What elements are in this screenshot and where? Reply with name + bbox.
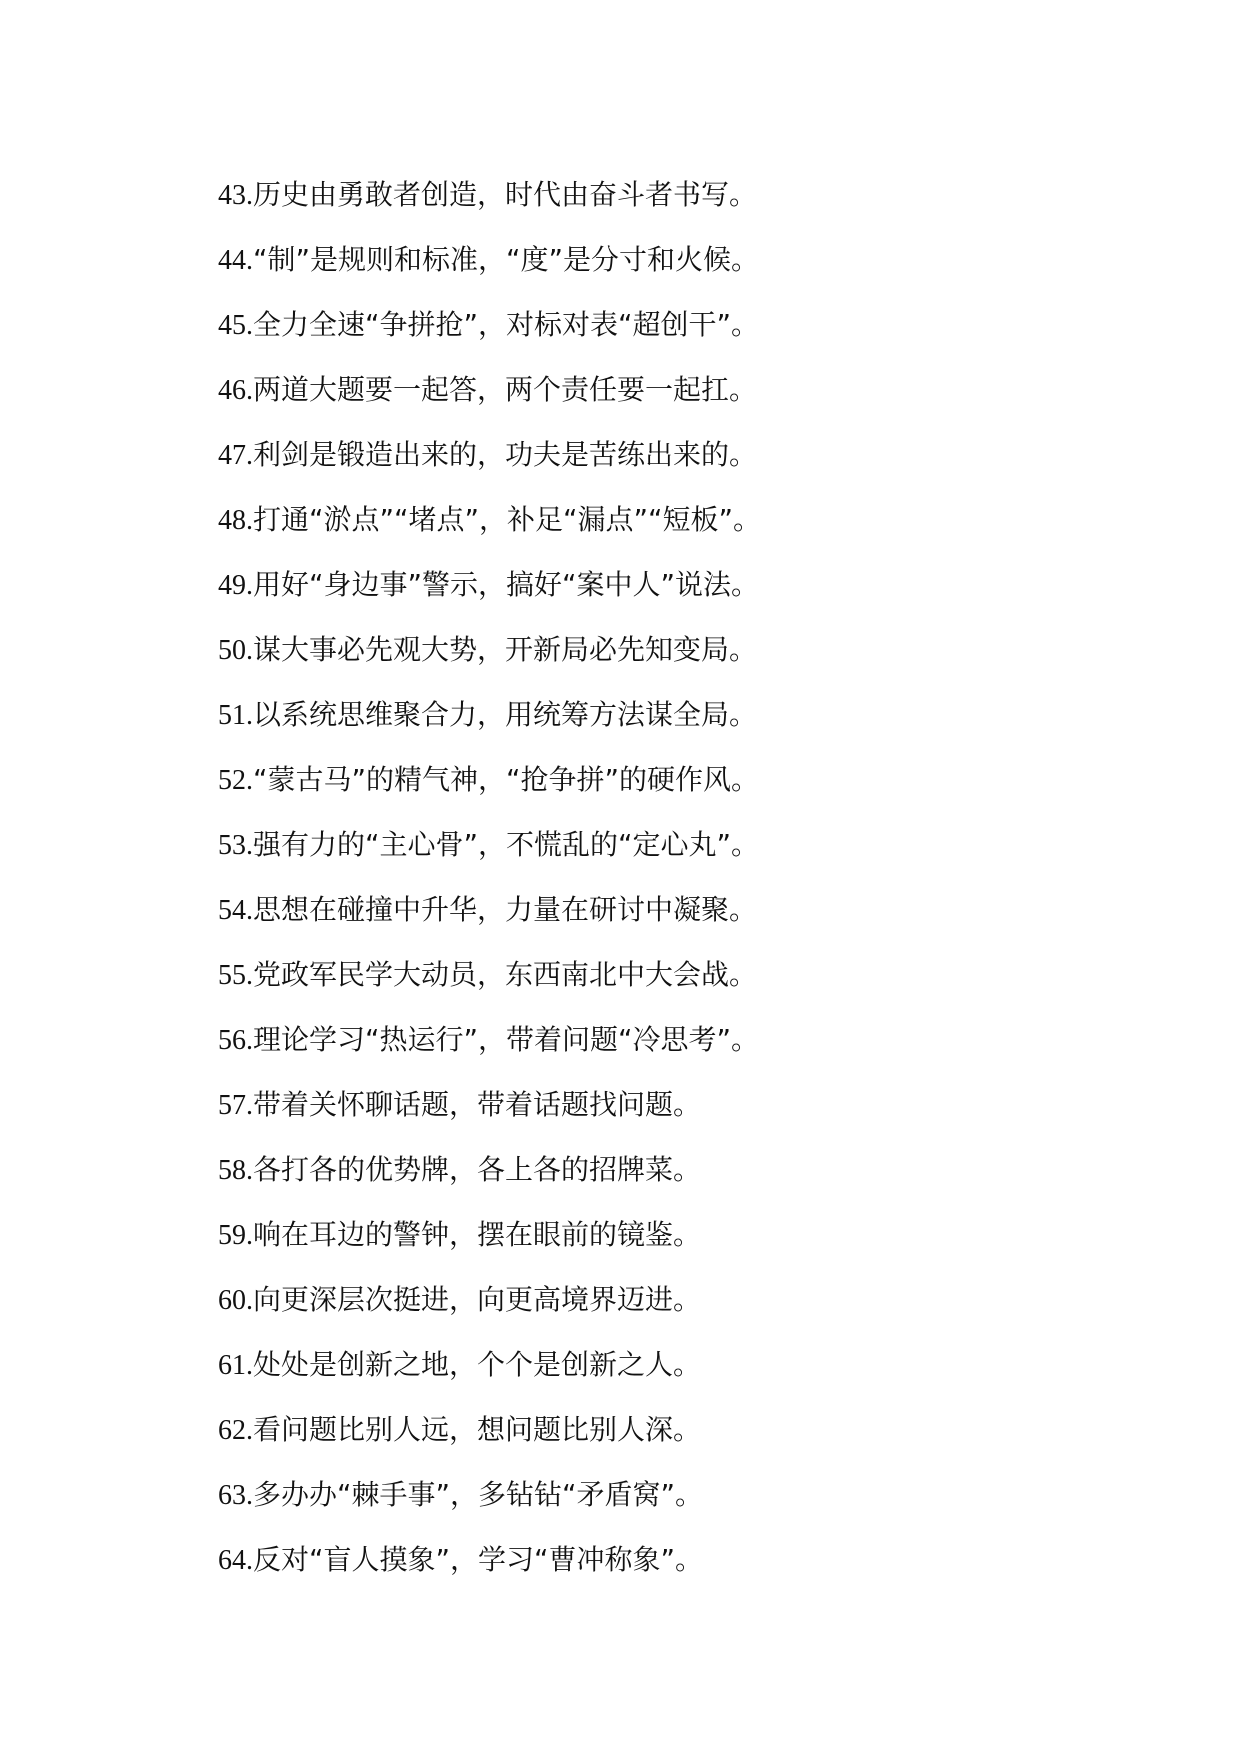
list-item xyxy=(218,1407,1178,1472)
item-number: 48. xyxy=(218,505,253,536)
item-number: 63. xyxy=(218,1480,253,1511)
list-item xyxy=(218,302,1178,367)
list-item xyxy=(218,1082,1178,1147)
item-number: 59. xyxy=(218,1220,253,1251)
list-item xyxy=(218,497,1178,562)
item-text: 打通“淤点”“堵点”，补足“漏点”“短板”。 xyxy=(253,503,762,536)
list-item xyxy=(218,822,1178,887)
item-number: 57. xyxy=(218,1090,253,1121)
item-number: 45. xyxy=(218,310,253,341)
list-item xyxy=(218,432,1178,497)
item-text: 谋大事必先观大势，开新局必先知变局。 xyxy=(253,633,758,666)
item-text: 反对“盲人摸象”，学习“曹冲称象”。 xyxy=(253,1543,704,1576)
item-number: 51. xyxy=(218,700,253,731)
item-number: 56. xyxy=(218,1025,253,1056)
item-text: 利剑是锻造出来的，功夫是苦练出来的。 xyxy=(253,438,758,471)
list-item xyxy=(218,562,1178,627)
item-text: “制”是规则和标准，“度”是分寸和火候。 xyxy=(253,243,760,276)
item-number: 49. xyxy=(218,570,253,601)
slogan-list xyxy=(218,172,1178,1602)
item-text: “蒙古马”的精气神，“抢争拼”的硬作风。 xyxy=(253,763,760,796)
list-item xyxy=(218,367,1178,432)
item-text: 全力全速“争拼抢”，对标对表“超创干”。 xyxy=(253,308,760,341)
item-text: 以系统思维聚合力，用统筹方法谋全局。 xyxy=(253,698,758,731)
item-number: 46. xyxy=(218,375,253,406)
item-number: 43. xyxy=(218,180,253,211)
list-item xyxy=(218,1017,1178,1082)
item-number: 53. xyxy=(218,830,253,861)
list-item xyxy=(218,1147,1178,1212)
item-text: 带着关怀聊话题，带着话题找问题。 xyxy=(253,1088,702,1121)
item-text: 处处是创新之地，个个是创新之人。 xyxy=(253,1348,702,1381)
item-number: 60. xyxy=(218,1285,253,1316)
item-number: 61. xyxy=(218,1350,253,1381)
item-text: 思想在碰撞中升华，力量在研讨中凝聚。 xyxy=(253,893,758,926)
item-number: 62. xyxy=(218,1415,253,1446)
item-text: 理论学习“热运行”，带着问题“冷思考”。 xyxy=(253,1023,760,1056)
item-text: 党政军民学大动员，东西南北中大会战。 xyxy=(253,958,758,991)
item-text: 看问题比别人远，想问题比别人深。 xyxy=(253,1413,702,1446)
list-item xyxy=(218,237,1178,302)
item-text: 多办办“棘手事”，多钻钻“矛盾窝”。 xyxy=(253,1478,704,1511)
item-text: 向更深层次挺进，向更高境界迈进。 xyxy=(253,1283,702,1316)
item-text: 两道大题要一起答，两个责任要一起扛。 xyxy=(253,373,758,406)
item-number: 55. xyxy=(218,960,253,991)
item-number: 47. xyxy=(218,440,253,471)
list-item xyxy=(218,1277,1178,1342)
item-text: 用好“身边事”警示，搞好“案中人”说法。 xyxy=(253,568,760,601)
item-text: 强有力的“主心骨”，不慌乱的“定心丸”。 xyxy=(253,828,760,861)
list-item xyxy=(218,692,1178,757)
list-item xyxy=(218,1472,1178,1537)
item-number: 50. xyxy=(218,635,253,666)
list-item xyxy=(218,1212,1178,1277)
list-item xyxy=(218,952,1178,1017)
list-item xyxy=(218,1342,1178,1407)
list-item xyxy=(218,172,1178,237)
item-text: 各打各的优势牌，各上各的招牌菜。 xyxy=(253,1153,702,1186)
item-text: 响在耳边的警钟，摆在眼前的镜鉴。 xyxy=(253,1218,702,1251)
list-item xyxy=(218,887,1178,952)
item-text: 历史由勇敢者创造，时代由奋斗者书写。 xyxy=(253,178,758,211)
list-item xyxy=(218,627,1178,692)
item-number: 58. xyxy=(218,1155,253,1186)
item-number: 54. xyxy=(218,895,253,926)
list-item xyxy=(218,1537,1178,1602)
item-number: 44. xyxy=(218,245,253,276)
item-number: 64. xyxy=(218,1545,253,1576)
list-item xyxy=(218,757,1178,822)
item-number: 52. xyxy=(218,765,253,796)
